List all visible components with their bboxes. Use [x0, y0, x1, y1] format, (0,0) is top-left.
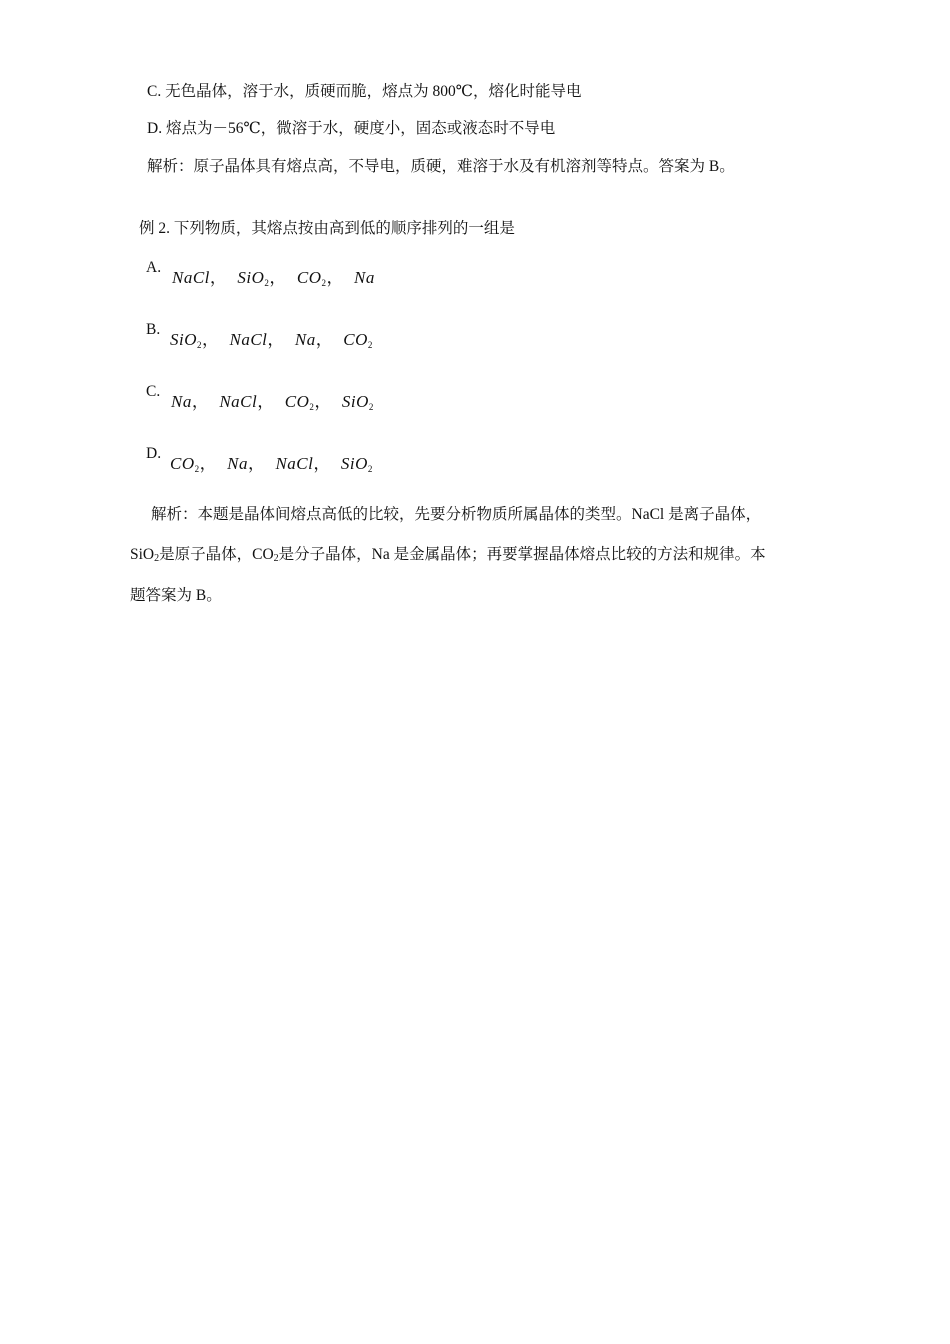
formula-item: Na [354, 268, 375, 287]
formula-item: CO [170, 454, 195, 473]
analysis-2-line-3: 题答案为 B。 [130, 587, 222, 604]
choice-d-formula [170, 453, 373, 475]
choice-c-label: C. [146, 383, 161, 400]
formula-item: Na [227, 454, 248, 473]
comma: ， [257, 392, 275, 411]
analysis-1: 解析：原子晶体具有熔点高，不导电，质硬，难溶于水及有机溶剂等特点。答案为 B。 [147, 158, 735, 175]
example-2-title: 例 2. 下列物质，其熔点按由高到低的顺序排列的一组是 [139, 220, 515, 237]
choice-b-formula [170, 329, 373, 351]
analysis-2-line-1: 解析：本题是晶体间熔点高低的比较，先要分析物质所属晶体的类型。NaCl 是离子晶体， [151, 506, 762, 523]
formula-item: NaCl [275, 454, 314, 473]
comma: ， [202, 330, 220, 349]
comma: ， [247, 454, 266, 473]
subscript: 2 [197, 340, 202, 350]
formula-item: CO [296, 268, 322, 287]
comma: ， [267, 330, 285, 349]
subscript: 2 [264, 278, 270, 288]
formula-item: CO [284, 392, 310, 411]
analysis-text: SiO [130, 546, 155, 563]
option-c: C. 无色晶体，溶于水，质硬而脆，熔点为 800℃，熔化时能导电 [147, 83, 582, 100]
subscript: 2 [273, 553, 279, 564]
formula-item: NaCl [229, 330, 268, 349]
comma: ， [314, 392, 332, 411]
subscript: 2 [309, 402, 315, 412]
choice-c-formula [171, 391, 374, 413]
formula-item: SiO [170, 330, 197, 349]
choice-d-label: D. [146, 445, 162, 462]
subscript: 2 [194, 464, 200, 474]
formula-item: NaCl [172, 268, 210, 287]
subscript: 2 [367, 464, 373, 474]
option-d: D. 熔点为－56℃，微溶于水，硬度小，固态或液态时不导电 [147, 120, 556, 137]
comma: ， [315, 330, 334, 349]
subscript: 2 [367, 340, 373, 350]
choice-a-label: A. [146, 259, 162, 276]
comma: ， [313, 454, 331, 473]
subscript: 2 [321, 278, 327, 288]
subscript: 2 [154, 553, 160, 564]
analysis-2-line-2 [130, 545, 766, 565]
comma: ， [199, 454, 218, 473]
formula-item: CO [343, 330, 368, 349]
analysis-text: 是原子晶体，CO [159, 546, 274, 563]
formula-item: SiO [237, 268, 265, 287]
formula-item: SiO [340, 454, 368, 473]
formula-item: SiO [341, 392, 369, 411]
choice-a-formula [172, 267, 375, 289]
formula-item: NaCl [219, 392, 258, 411]
formula-item: Na [294, 330, 316, 349]
comma: ， [269, 268, 287, 287]
choice-b-label: B. [146, 321, 161, 338]
comma: ， [209, 268, 228, 287]
comma: ， [191, 392, 210, 411]
formula-item: Na [171, 392, 192, 411]
analysis-text: 是分子晶体，Na 是金属晶体；再要掌握晶体熔点比较的方法和规律。本 [278, 546, 766, 563]
subscript: 2 [368, 402, 374, 412]
comma: ， [326, 268, 345, 287]
